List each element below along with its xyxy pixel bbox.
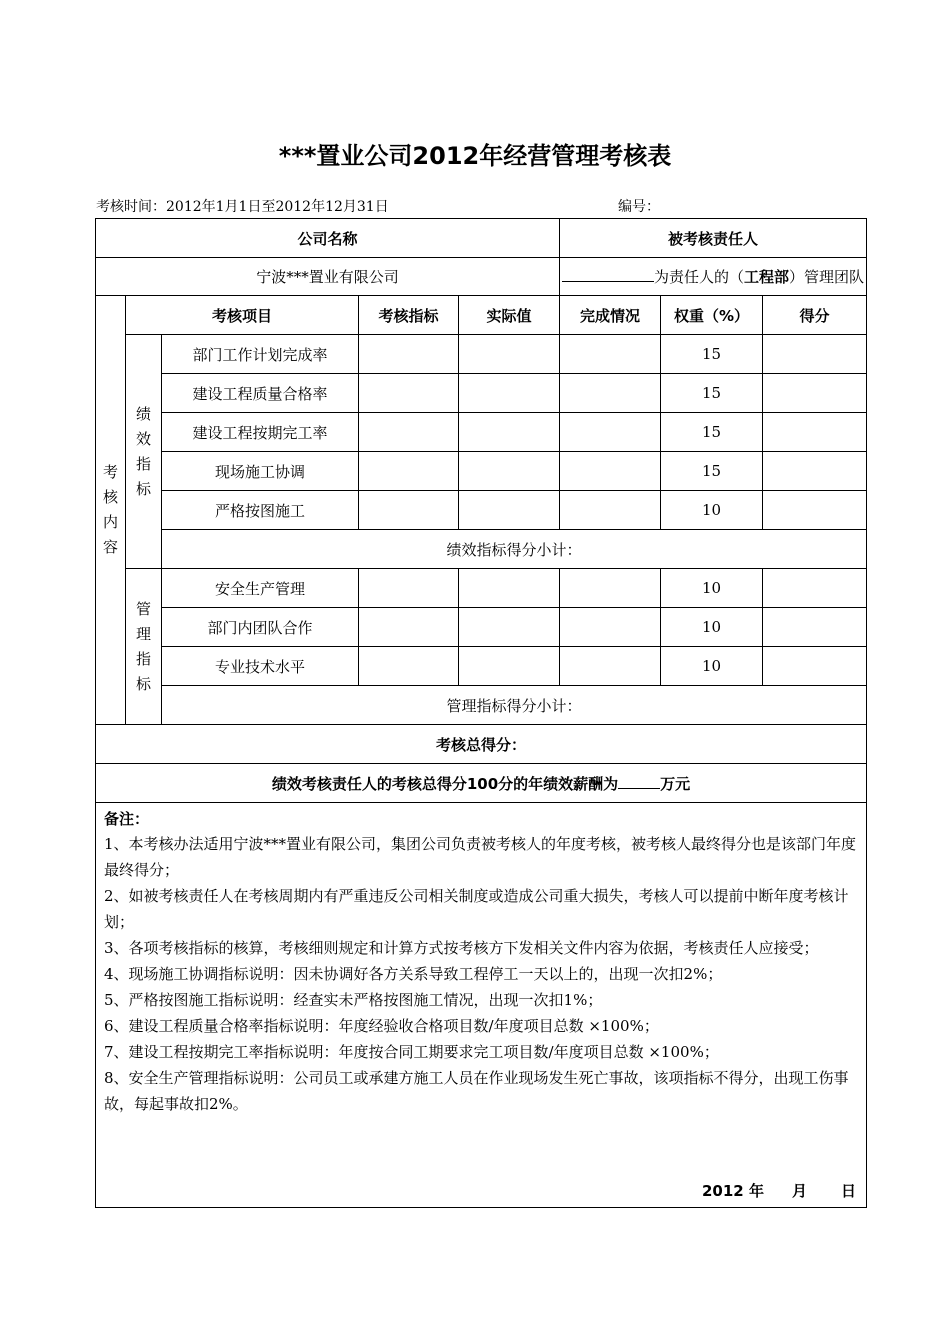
indicator-cell[interactable]	[359, 491, 459, 530]
status-cell[interactable]	[560, 452, 661, 491]
assessment-period: 考核时间：2012年1月1日至2012年12月31日	[96, 199, 389, 215]
score-cell[interactable]	[763, 335, 867, 374]
status-cell[interactable]	[560, 569, 661, 608]
salary-amount-blank[interactable]	[618, 774, 660, 789]
note-item: 5、严格按图施工指标说明：经查实未严格按图施工情况，出现一次扣1%；	[104, 991, 603, 1009]
col-score: 得分	[763, 296, 867, 335]
weight-cell: 15	[661, 335, 763, 374]
table-row	[96, 452, 867, 491]
assessment-table	[95, 218, 867, 1208]
indicator-cell[interactable]	[359, 647, 459, 686]
assessed-person-value[interactable]: 为责任人的（工程部）管理团队	[560, 258, 867, 296]
management-subtotal-row	[96, 686, 867, 725]
indicator-cell[interactable]	[359, 335, 459, 374]
notes-title: 备注：	[104, 810, 150, 828]
note-item: 4、现场施工协调指标说明：因未协调好各方关系导致工程停工一天以上的，出现一次扣2%；	[104, 965, 723, 983]
table-row	[96, 413, 867, 452]
table-row	[96, 647, 867, 686]
item-name: 部门内团队合作	[162, 608, 359, 647]
score-cell[interactable]	[763, 491, 867, 530]
note-item: 8、安全生产管理指标说明：公司员工或承建方施工人员在作业现场发生死亡事故，该项指标不得分，出现工伤事故，每起事故扣2%。	[104, 1069, 849, 1113]
salary-row	[96, 764, 867, 803]
table-row	[96, 335, 867, 374]
score-cell[interactable]	[763, 608, 867, 647]
weight-cell: 10	[661, 569, 763, 608]
person-name-blank[interactable]	[562, 267, 654, 282]
actual-cell[interactable]	[459, 491, 560, 530]
performance-subtotal[interactable]: 绩效指标得分小计：	[162, 530, 867, 569]
indicator-cell[interactable]	[359, 452, 459, 491]
weight-cell: 15	[661, 413, 763, 452]
score-cell[interactable]	[763, 374, 867, 413]
signature-date[interactable]: 2012 年 月 日	[702, 1182, 857, 1200]
actual-cell[interactable]	[459, 608, 560, 647]
company-name-value: 宁波***置业有限公司	[96, 258, 560, 296]
item-name: 安全生产管理	[162, 569, 359, 608]
col-weight: 权重（%）	[661, 296, 763, 335]
score-cell[interactable]	[763, 452, 867, 491]
status-cell[interactable]	[560, 647, 661, 686]
note-item: 3、各项考核指标的核算，考核细则规定和计算方式按考核方下发相关文件内容为依据，考核责任人应接受；	[104, 939, 819, 957]
note-item: 2、如被考核责任人在考核周期内有严重违反公司相关制度或造成公司重大损失，考核人可以提前中断年度考核计划；	[104, 887, 849, 931]
page-title: ***置业公司2012年经营管理考核表	[278, 142, 672, 170]
status-cell[interactable]	[560, 413, 661, 452]
table-row	[96, 608, 867, 647]
status-cell[interactable]	[560, 491, 661, 530]
company-name-label: 公司名称	[96, 219, 560, 258]
notes-row	[96, 803, 867, 1208]
management-label: 管 理 指 标	[126, 569, 162, 725]
weight-cell: 10	[661, 491, 763, 530]
item-name: 部门工作计划完成率	[162, 335, 359, 374]
note-item: 1、本考核办法适用宁波***置业有限公司，集团公司负责被考核人的年度考核，被考核人最终得分也是该部门年度最终得分；	[104, 835, 857, 879]
item-name: 现场施工协调	[162, 452, 359, 491]
indicator-cell[interactable]	[359, 413, 459, 452]
actual-cell[interactable]	[459, 569, 560, 608]
performance-subtotal-row	[96, 530, 867, 569]
item-name: 建设工程质量合格率	[162, 374, 359, 413]
header-value-row	[96, 258, 867, 296]
actual-cell[interactable]	[459, 413, 560, 452]
score-cell[interactable]	[763, 413, 867, 452]
score-cell[interactable]	[763, 647, 867, 686]
date-year: 2012	[702, 1182, 744, 1200]
table-row	[96, 569, 867, 608]
weight-cell: 10	[661, 608, 763, 647]
status-cell[interactable]	[560, 374, 661, 413]
actual-cell[interactable]	[459, 452, 560, 491]
score-cell[interactable]	[763, 569, 867, 608]
col-status: 完成情况	[560, 296, 661, 335]
actual-cell[interactable]	[459, 647, 560, 686]
col-indicator: 考核指标	[359, 296, 459, 335]
col-actual: 实际值	[459, 296, 560, 335]
section-label: 考 核 内 容	[96, 296, 126, 725]
status-cell[interactable]	[560, 608, 661, 647]
assessed-person-label: 被考核责任人	[560, 219, 867, 258]
col-item: 考核项目	[126, 296, 359, 335]
item-name: 专业技术水平	[162, 647, 359, 686]
table-row	[96, 374, 867, 413]
weight-cell: 15	[661, 452, 763, 491]
notes-section	[96, 803, 867, 1208]
item-name: 建设工程按期完工率	[162, 413, 359, 452]
department-name: 工程部	[744, 268, 790, 286]
status-cell[interactable]	[560, 335, 661, 374]
note-item: 6、建设工程质量合格率指标说明：年度经验收合格项目数/年度项目总数 ×100%；	[104, 1017, 659, 1035]
weight-cell: 15	[661, 374, 763, 413]
column-header-row	[96, 296, 867, 335]
indicator-cell[interactable]	[359, 569, 459, 608]
actual-cell[interactable]	[459, 374, 560, 413]
salary-statement[interactable]: 绩效考核责任人的考核总得分100分的年绩效薪酬为 万元	[96, 764, 867, 803]
management-subtotal[interactable]: 管理指标得分小计：	[162, 686, 867, 725]
actual-cell[interactable]	[459, 335, 560, 374]
form-number-label: 编号：	[618, 199, 660, 215]
performance-label: 绩 效 指 标	[126, 335, 162, 569]
table-row	[96, 491, 867, 530]
item-name: 严格按图施工	[162, 491, 359, 530]
total-score[interactable]: 考核总得分：	[96, 725, 867, 764]
weight-cell: 10	[661, 647, 763, 686]
indicator-cell[interactable]	[359, 608, 459, 647]
total-row	[96, 725, 867, 764]
header-row	[96, 219, 867, 258]
indicator-cell[interactable]	[359, 374, 459, 413]
note-item: 7、建设工程按期完工率指标说明：年度按合同工期要求完工项目数/年度项目总数 ×100%；	[104, 1043, 719, 1061]
